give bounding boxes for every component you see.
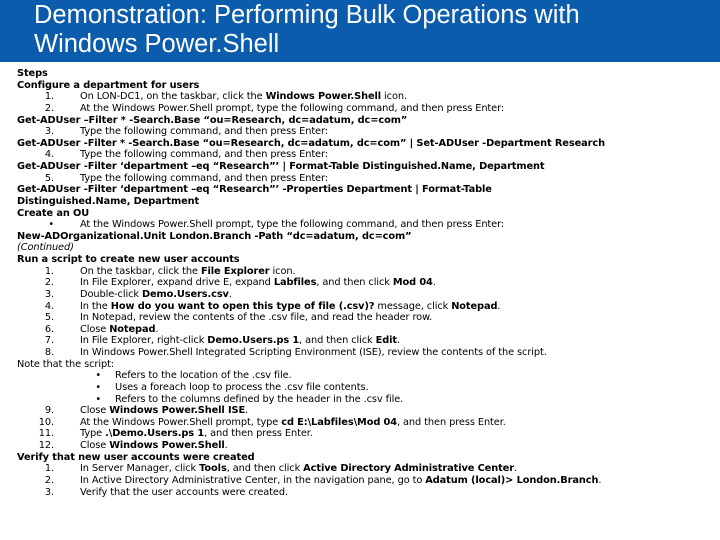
bullet-icon: •: [95, 381, 101, 393]
bullet-icon: •: [95, 393, 101, 405]
step-number: 7.: [44, 335, 54, 347]
slide-title-bar: [0, 0, 720, 62]
step-text: Type the following command, and then press Enter:: [80, 126, 328, 138]
step-emphasis: Labfiles: [273, 277, 317, 289]
step-emphasis: Adatum (local)> London.Branch: [425, 474, 599, 486]
step-number: 2.: [44, 474, 54, 486]
script-step-3: [17, 289, 717, 301]
step-emphasis: Active Directory Administrative Center: [303, 463, 514, 475]
step-number: 6.: [44, 323, 54, 335]
step-emphasis: File Explorer: [200, 265, 270, 277]
command-line: Get-ADUser -Filter ‘department –eq “Research”’ -Properties Department | Format-Table: [17, 184, 492, 196]
step-text: On LON-DC1, on the taskbar, click the: [80, 91, 266, 103]
configure-step-3: [17, 126, 717, 138]
step-text: At the Windows Power.Shell prompt, type: [80, 416, 282, 428]
command-line: Distinguished.Name, Department: [17, 195, 200, 207]
step-text: , and then click: [299, 335, 376, 347]
slide-title-line-2: Windows Power.Shell: [34, 29, 280, 58]
step-number: 12.: [38, 440, 54, 451]
step-text: Close: [80, 405, 110, 417]
script-step-5: [17, 312, 717, 324]
step-text: In Server Manager, click: [80, 463, 200, 475]
step-number: 3.: [44, 486, 54, 498]
step-text: .: [432, 277, 436, 289]
step-emphasis: Notepad: [451, 300, 498, 312]
script-step-9: [17, 405, 717, 417]
configure-step-1: [17, 91, 717, 103]
step-text: .: [396, 335, 400, 347]
step-number: 10.: [38, 416, 54, 428]
step-number: 2.: [44, 277, 54, 289]
step-text: .: [155, 323, 159, 335]
command-line: Get-ADUser –Filter * -Search.Base “ou=Research, dc=adatum, dc=com”: [17, 114, 408, 126]
step-emphasis: Notepad: [109, 323, 156, 335]
command-line: New-ADOrganizational.Unit London.Branch -Path “dc=adatum, dc=com”: [17, 230, 412, 242]
configure-step-5: [17, 173, 717, 185]
step-emphasis: How do you want to open this type of file (.csv)?: [110, 300, 375, 312]
step-text: , and then click: [226, 463, 304, 475]
step-number: 1.: [44, 265, 54, 277]
steps-heading: Steps: [17, 68, 48, 79]
step-text: .: [513, 463, 517, 475]
step-text: In Windows Power.Shell Integrated Scripting Environment (ISE), review the contents of the script.: [80, 347, 547, 358]
slide-title: [34, 1, 714, 58]
step-text: icon.: [269, 265, 296, 277]
step-text: .: [497, 300, 501, 312]
command-line: Get-ADUser -Filter ‘department –eq “Research”’ | Format-Table Distinguished.Name, Department: [17, 161, 545, 172]
step-text: , and then click: [316, 277, 393, 289]
step-text: , and then press Enter.: [397, 416, 506, 428]
step-number: 1.: [44, 463, 54, 475]
command-line: Get-ADUser -Filter * -Search.Base “ou=Research, dc=adatum, dc=com” | Set-ADUser -Department Research: [17, 137, 605, 149]
step-emphasis: Windows Power.Shell ISE: [109, 405, 246, 417]
note-text: Refers to the location of the .csv file.: [115, 370, 292, 382]
step-text: At the Windows Power.Shell prompt, type the following command, and then press Enter:: [80, 102, 505, 114]
ou-step: [17, 219, 717, 231]
step-emphasis: Tools: [199, 463, 227, 475]
step-text: In the: [80, 300, 111, 312]
step-text: , and then press Enter.: [204, 428, 313, 440]
step-text: Close: [80, 323, 110, 335]
step-text: .: [245, 405, 249, 417]
step-text: In Notepad, review the contents of the .csv file, and read the header row.: [80, 312, 433, 324]
configure-step-4: [17, 149, 717, 161]
script-step-8: [17, 347, 717, 359]
step-emphasis: Windows Power.Shell: [109, 440, 225, 451]
step-emphasis: Mod 04: [392, 277, 433, 289]
step-number: 4.: [44, 300, 54, 312]
configure-step-2: [17, 103, 717, 115]
section-heading-ou: Create an OU: [17, 207, 90, 219]
script-step-4: [17, 301, 717, 313]
note-text: Uses a foreach loop to process the .csv file contents.: [115, 381, 369, 393]
step-text: In File Explorer, right-click: [80, 335, 208, 347]
step-text: Type: [80, 428, 106, 440]
step-text: Verify that the user accounts were created.: [80, 486, 288, 498]
step-number: 9.: [44, 405, 54, 417]
script-step-1: [17, 266, 717, 278]
step-text: In File Explorer, expand drive E, expand: [80, 277, 274, 289]
section-heading-configure: Configure a department for users: [17, 79, 200, 91]
step-text: message, click: [374, 300, 452, 312]
step-number: 5.: [44, 312, 54, 324]
step-number: 2.: [44, 102, 54, 114]
note-text: Refers to the columns defined by the header in the .csv file.: [115, 393, 404, 405]
script-note-item: [17, 382, 717, 394]
step-number: 8.: [44, 347, 54, 358]
script-step-11: [17, 428, 717, 440]
step-text: .: [228, 288, 232, 300]
slide-title-line-1: Demonstration: Performing Bulk Operations with: [34, 1, 580, 29]
step-emphasis: .\Demo.Users.ps 1: [105, 428, 205, 440]
step-emphasis: Demo.Users.csv: [141, 288, 229, 300]
steps-content: [17, 68, 717, 498]
verify-step-1: [17, 463, 717, 475]
script-step-2: [17, 277, 717, 289]
step-emphasis: Edit: [375, 335, 397, 347]
step-text: Close: [80, 440, 110, 451]
step-emphasis: Windows Power.Shell: [265, 91, 382, 103]
step-text: .: [224, 440, 228, 451]
step-number: 3.: [44, 288, 54, 300]
bullet-icon: •: [48, 219, 54, 231]
section-heading-verify: Verify that new user accounts were created: [17, 451, 255, 463]
step-text: icon.: [381, 91, 407, 103]
bullet-icon: •: [95, 370, 101, 382]
section-heading-script: Run a script to create new user accounts: [17, 254, 240, 265]
step-text: Type the following command, and then press Enter:: [80, 172, 328, 184]
script-note: Note that the script:: [17, 358, 115, 370]
step-number: 4.: [44, 149, 54, 161]
step-text: On the taskbar, click the: [80, 265, 201, 277]
step-number: 1.: [44, 91, 54, 103]
script-step-7: [17, 335, 717, 347]
step-number: 11.: [38, 428, 54, 440]
script-note-item: [17, 370, 717, 382]
step-number: 3.: [44, 126, 54, 138]
verify-step-3: [17, 487, 717, 499]
script-step-10: [17, 417, 717, 429]
verify-step-2: [17, 475, 717, 487]
script-note-item: [17, 394, 717, 406]
step-emphasis: Demo.Users.ps 1: [207, 335, 300, 347]
step-text: .: [598, 474, 602, 486]
step-text: At the Windows Power.Shell prompt, type the following command, and then press Enter:: [80, 219, 505, 231]
step-emphasis: cd E:\Labfiles\Mod 04: [281, 416, 397, 428]
step-text: Type the following command, and then press Enter:: [80, 149, 328, 161]
step-text: Double-click: [80, 288, 142, 300]
script-step-6: [17, 324, 717, 336]
step-number: 5.: [44, 172, 54, 184]
step-text: In Active Directory Administrative Center, in the navigation pane, go to: [80, 474, 426, 486]
continued-label: (Continued): [17, 242, 74, 254]
script-step-12: [17, 440, 717, 452]
